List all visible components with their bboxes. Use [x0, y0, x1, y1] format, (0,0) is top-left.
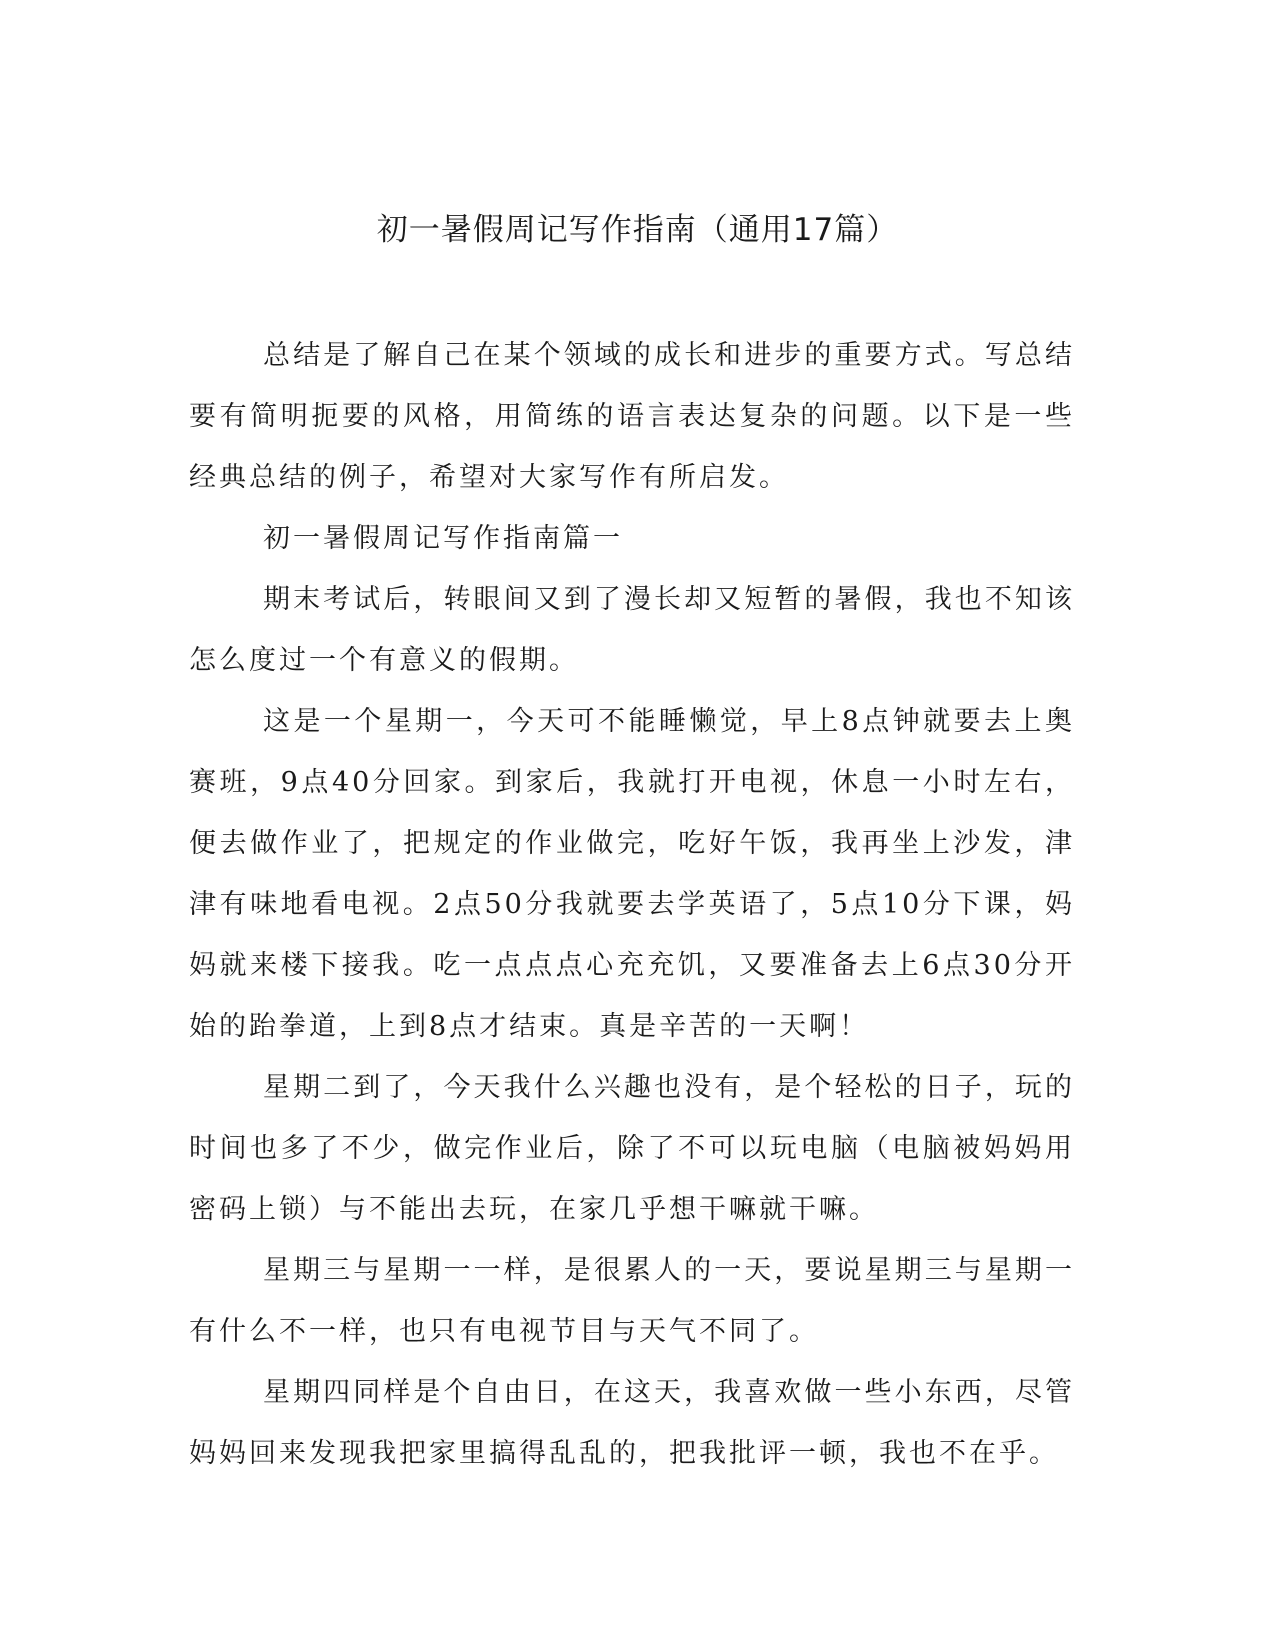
document-title: 初一暑假周记写作指南（通用17篇） [376, 212, 899, 248]
body-paragraph: 星期三与星期一一样，是很累人的一天，要说星期三与星期一有什么不一样，也只有电视节目与天气不同了。 [189, 1255, 1075, 1347]
section-heading: 初一暑假周记写作指南篇一 [263, 523, 623, 554]
body-paragraph: 期末考试后，转眼间又到了漫长却又短暂的暑假，我也不知该怎么度过一个有意义的假期。 [189, 584, 1075, 676]
body-paragraph: 星期四同样是个自由日，在这天，我喜欢做一些小东西，尽管妈妈回来发现我把家里搞得乱乱的，把我批评一顿，我也不在乎。 [189, 1377, 1075, 1469]
intro-paragraph: 总结是了解自己在某个领域的成长和进步的重要方式。写总结要有简明扼要的风格，用简练的语言表达复杂的问题。以下是一些经典总结的例子，希望对大家写作有所启发。 [189, 340, 1075, 493]
body-paragraph: 这是一个星期一，今天可不能睡懒觉，早上8点钟就要去上奥赛班，9点40分回家。到家后，我就打开电视，休息一小时左右，便去做作业了，把规定的作业做完，吃好午饭，我再坐上沙发，津津有味地看电视。2点50分我就要去学英语了，5点10分下课，妈妈就来楼下接我。吃一点点点心充充饥，又要准备去上6点30分开始的跆拳道，上到8点才结束。真是辛苦的一天啊！ [189, 706, 1075, 1042]
document-body [189, 325, 1075, 1484]
body-paragraph: 星期二到了，今天我什么兴趣也没有，是个轻松的日子，玩的时间也多了不少，做完作业后，除了不可以玩电脑（电脑被妈妈用密码上锁）与不能出去玩，在家几乎想干嘛就干嘛。 [189, 1072, 1075, 1225]
